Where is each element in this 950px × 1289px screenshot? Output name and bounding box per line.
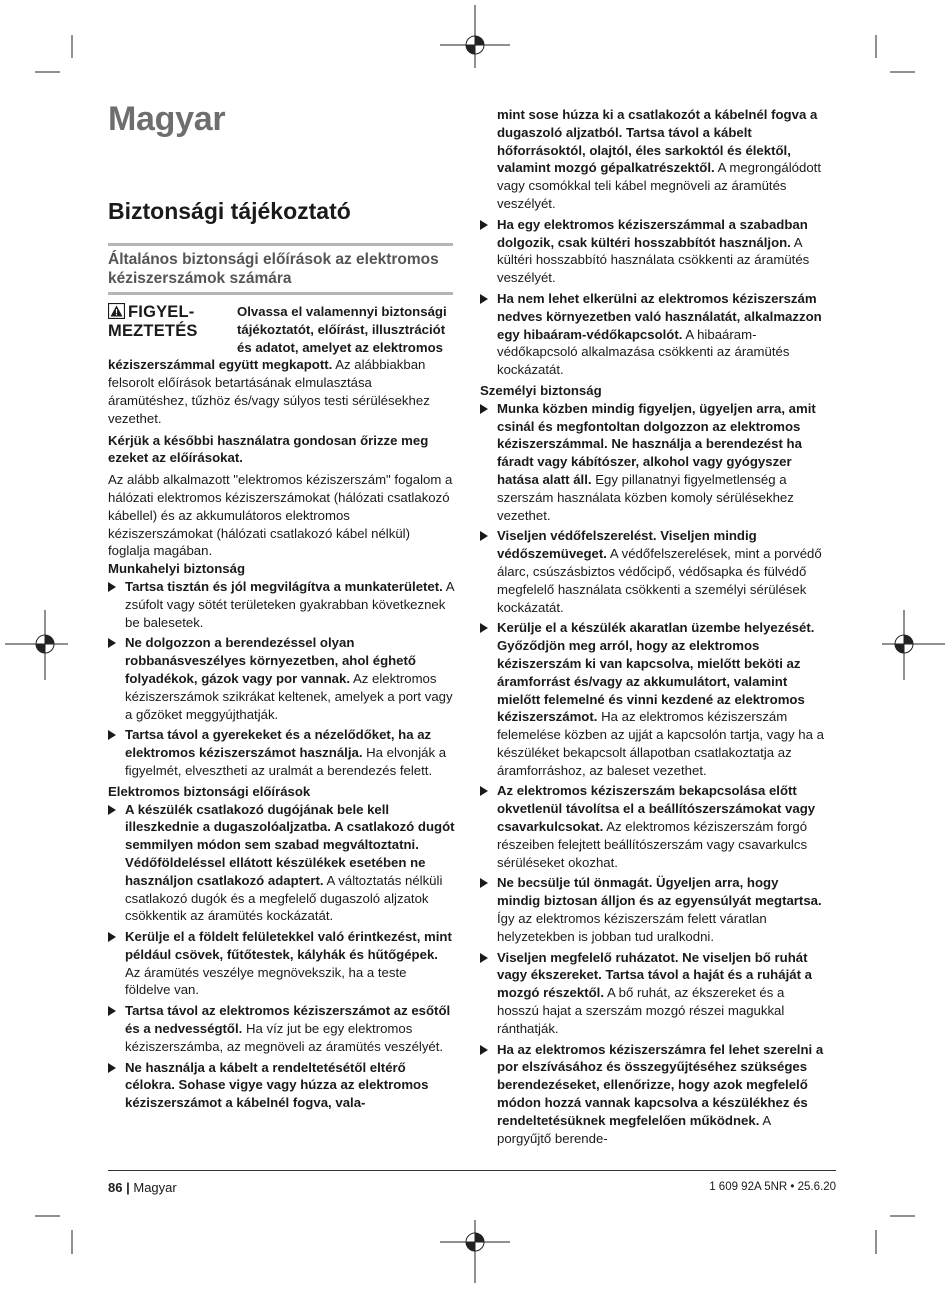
list-item xyxy=(480,290,825,379)
definition-text: Az alább alkalmazott "elektromos kéziszerszám" fogalom a hálózati elektromos kéziszerszámokat (hálózati csatlakozó kábellel) és az akkumulátoros elektromos kéziszerszámokat (hálózati csatlakozó kábel nélkül) foglalja magában. xyxy=(108,472,453,559)
item-bold: Ne dolgozzon a berendezéssel olyan robbanásveszélyes környezetben, ahol éghető folyadékok, gázok vagy por vannak. xyxy=(125,635,416,686)
continuation-text: A megrongálódott vagy csomókkal teli kábel megnöveli az áramütés veszélyét. xyxy=(497,160,821,211)
item-text: Ha az elektromos kéziszerszám felemelése közben az ujját a kapcsolón tartja, vagy ha a készüléket bekapcsolt állapotban csatlakoztatja az áramforráshoz, az baleset vezethet. xyxy=(497,709,824,778)
section-title: Biztonsági tájékoztató xyxy=(108,198,351,224)
item-text: A porgyűjtő berende- xyxy=(497,1112,771,1146)
warning-heading xyxy=(108,303,233,341)
item-text: Így az elektromos kéziszerszám felett váratlan helyzetekben is jobban tud uralkodni. xyxy=(497,911,767,944)
list-item xyxy=(480,1041,825,1148)
item-text: Ha víz jut be egy elektromos kéziszerszámba, az megnöveli az áramütés veszélyét. xyxy=(125,1021,444,1054)
item-text: Az elektromos kéziszerszámok szikrákat keltenek, amelyek a port vagy a gőzöket meggyújthatják. xyxy=(125,670,453,722)
workplace-list xyxy=(108,578,455,780)
list-item xyxy=(108,726,455,779)
footer-rule xyxy=(108,1170,836,1171)
keep-instructions-bold: Kérjük a későbbi használatra gondosan őrizze meg ezeket az előírásokat. xyxy=(108,432,429,466)
personal-heading: Személyi biztonság xyxy=(480,382,602,398)
warning-block xyxy=(108,303,455,428)
list-item xyxy=(480,949,825,1038)
warning-intro-bold: Olvassa el valamennyi biztonsági tájékoztatót, előírást, illusztrációt és adatot, amelyet az elektromos kéziszerszámmal együtt megkapott. xyxy=(108,304,447,373)
item-bold: Ne becsülje túl önmagát. Ügyeljen arra, hogy mindig biztosan álljon és az egyensúlyát megtartsa. xyxy=(497,875,822,909)
item-bold: Az elektromos kéziszerszám bekapcsolása előtt okvetlenül távolítsa el a beállítószerszámokat vagy csavarkulcsokat. xyxy=(497,783,816,835)
right-column xyxy=(480,106,825,1150)
electrical-list xyxy=(108,801,455,1113)
item-text: A bő ruhát, az ékszereket és a hosszú hajat a szerszám mozgó részei magukkal ránthatják. xyxy=(497,985,785,1036)
item-text: Az áramütés veszélye megnövekszik, ha a teste földelve van. xyxy=(125,964,407,998)
workplace-heading: Munkahelyi biztonság xyxy=(108,561,246,577)
list-item xyxy=(108,801,455,926)
continuation-bold: mint sose húzza ki a csatlakozót a kábelnél fogva a dugaszoló aljzatból. Tartsa távol a kábelt hőforrásoktól, olajtól, éles sarkoktól és élektől, valamint mozgó gépalkatrészektől. xyxy=(497,107,818,176)
item-bold: Viseljen megfelelő ruházatot. Ne viseljen bő ruhát vagy ékszereket. Tartsa távol a haját és a ruháját a mozgó részektől. xyxy=(497,949,812,1001)
item-bold: Tartsa távol az elektromos kéziszerszámot az esőtől és a nedvességtől. xyxy=(125,1003,451,1037)
item-bold: Ha nem lehet elkerülni az elektromos kéziszerszám nedves környezetben való használatát, alkalmazzon egy hibaáram-védőkapcsolót. xyxy=(497,290,822,342)
warning-label-line2: MEZTETÉS xyxy=(108,322,198,340)
subsection-title: Általános biztonsági előírások az elektromos kéziszerszámok számára xyxy=(108,243,453,295)
item-bold: Kerülje el a földelt felületekkel való érintkezést, mint például csövek, fűtőtestek, kályhák és hűtőgépek. xyxy=(125,929,452,962)
document-code: 1 609 92A 5NR • 25.6.20 xyxy=(709,1181,836,1193)
list-item xyxy=(108,928,455,999)
item-text: A változtatás nélküli csatlakozó dugók és a megfelelő dugaszoló aljzatok csökkentik az áramütés kockázatát. xyxy=(125,872,443,924)
footer-page-label xyxy=(108,1180,177,1195)
item-text: A kültéri hosszabbító használata csökkenti az áramütés veszélyét. xyxy=(497,234,810,286)
item-text: Az elektromos kéziszerszám forgó részeiben felejtett beállítószerszám vagy csavarkulcs sérüléseket okozhat. xyxy=(497,819,808,870)
warning-triangle-icon xyxy=(108,303,125,319)
keep-instructions xyxy=(108,432,455,468)
electrical-heading: Elektromos biztonsági előírások xyxy=(108,783,311,799)
language-title: Magyar xyxy=(108,100,226,138)
item-bold: Munka közben mindig figyeljen, ügyeljen arra, amit csinál és megfontoltan dolgozzon az elektromos kéziszerszámmal. Ne használja a berendezést ha fáradt vagy kábítószer, alkohol vagy gyógyszer hatása alatt áll. xyxy=(497,400,816,487)
item-text: Ha elvonják a figyelmét, elvesztheti az uralmát a berendezés felett. xyxy=(125,745,447,778)
list-item xyxy=(108,634,455,723)
item-bold: Ha egy elektromos kéziszerszámmal a szabadban dolgozik, csak kültéri hosszabbítót használjon. xyxy=(497,216,808,250)
electrical-continuation xyxy=(480,106,825,213)
electrical-list-continued xyxy=(480,216,825,379)
item-bold: Tartsa távol a gyerekeket és a nézelődőket, ha az elektromos kéziszerszámot használja. xyxy=(125,727,432,761)
list-item xyxy=(480,216,825,287)
list-item xyxy=(480,527,825,616)
warning-label-line1: FIGYEL- xyxy=(128,303,195,321)
item-text: A zsúfolt vagy sötét területeken gyakrabban következnek be balesetek. xyxy=(125,578,454,630)
left-column xyxy=(108,303,455,1115)
item-text: Egy pillanatnyi figyelmetlenség a szerszám használata közben komoly sérülésekhez vezethet. xyxy=(497,471,794,523)
footer-separator: | xyxy=(126,1180,130,1195)
list-item xyxy=(480,782,825,871)
warning-intro-text: Az alábbiakban felsorolt előírások betartásának elmulasztása áramütéshez, tűzhöz és/vagy súlyos testi sérülésekhez vezethet. xyxy=(108,357,430,426)
item-bold: A készülék csatlakozó dugójának bele kell illeszkednie a dugaszolóaljzatba. A csatlakozó dugót semmilyen módon sem szabad megváltoztatni. Védőföldeléssel ellátott készülékek esetében ne használjon csatlakozó adaptert. xyxy=(125,801,455,888)
item-text: A hibaáram-védőkapcsoló alkalmazása csökkenti az áramütés kockázatát. xyxy=(497,326,790,378)
list-item xyxy=(480,874,825,945)
personal-list xyxy=(480,400,825,1148)
list-item xyxy=(480,400,825,525)
list-item xyxy=(108,578,455,631)
list-item xyxy=(108,1059,455,1112)
item-bold: Tartsa tisztán és jól megvilágítva a munkaterületet. xyxy=(125,578,443,594)
page-number: 86 xyxy=(108,1180,123,1195)
list-item xyxy=(480,619,825,779)
item-bold: Ha az elektromos kéziszerszámra fel lehet szerelni a por elszívásához és összegyűjtéséhez szükséges berendezéseket, ellenőrizze, hogy azok megfelelő módon hozzá vannak kapcsolva a készülékhez és rendeltetésüknek megfelelően működnek. xyxy=(497,1041,824,1128)
list-item xyxy=(108,1002,455,1055)
item-bold: Kerülje el a készülék akaratlan üzembe helyezését. Győződjön meg arról, hogy az elektromos kéziszerszám ki van kapcsolva, mielőtt beköti az áramforrást és/vagy az akkumulátort, valamint mielőtt felemelné és vinni kezdené az elektromos kéziszerszámot. xyxy=(497,620,815,725)
item-bold: Ne használja a kábelt a rendeltetésétől eltérő célokra. Sohase vigye vagy húzza az elektromos kéziszerszámot a kábelnél fogva, vala- xyxy=(125,1059,429,1111)
item-text: A védőfelszerelések, mint a porvédő álarc, csúszásbiztos védőcipő, védősapka és fülvédő megfelelő használata csökkenti a személyi sérülések kockázatát. xyxy=(497,546,822,615)
footer-language: Magyar xyxy=(133,1180,177,1195)
item-bold: Viseljen védőfelszerelést. Viseljen mindig védőszemüveget. xyxy=(497,528,757,562)
